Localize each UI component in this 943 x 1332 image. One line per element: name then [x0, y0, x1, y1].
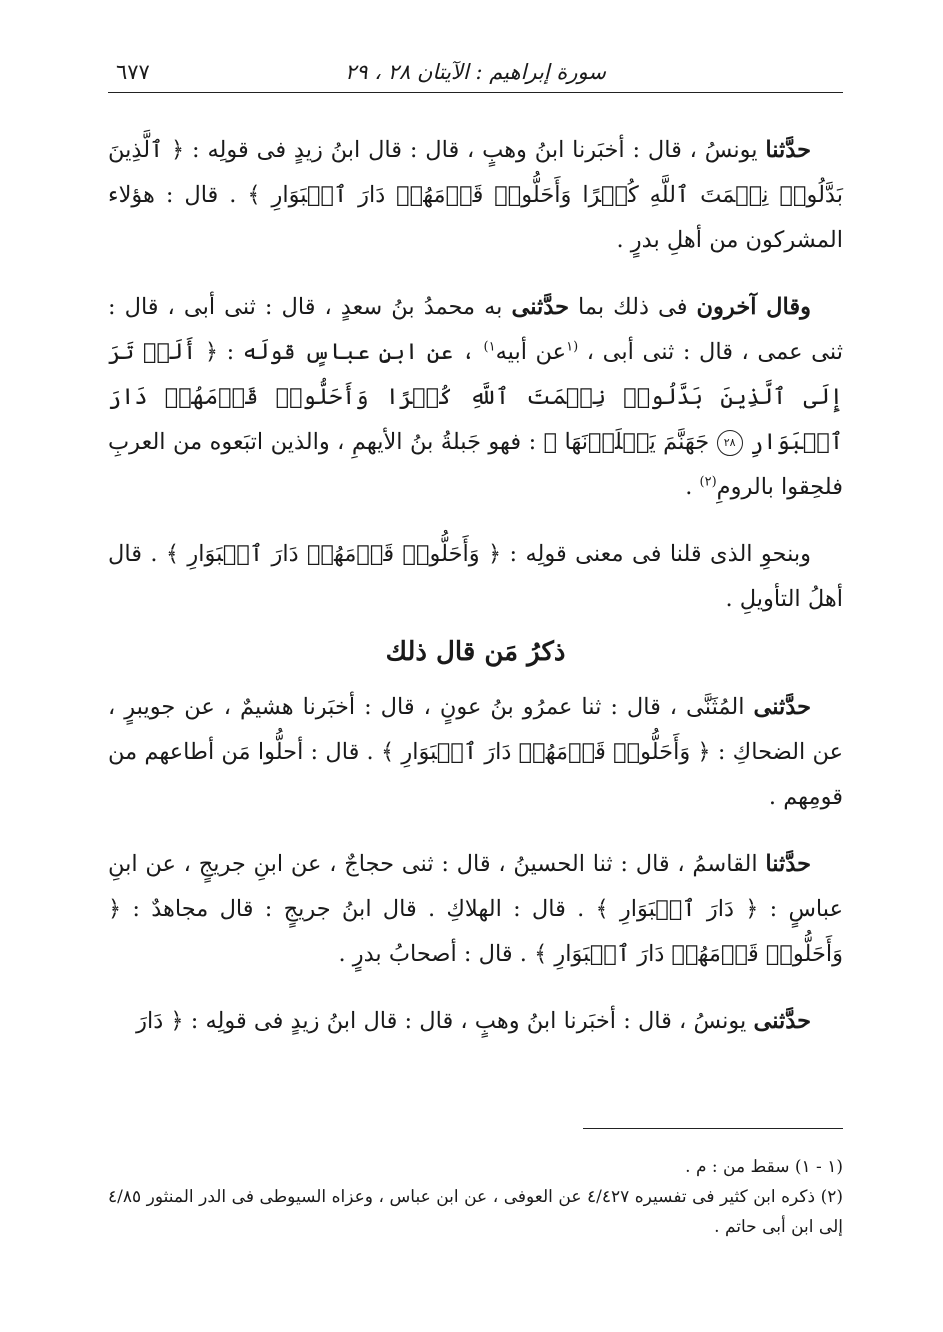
text-run: المُثَنَّى ، قال : ثنا عمرُو بنُ عونٍ ، قال : أخبَرنا هشيمٌ ، عن جويبرٍ ، عن الضحاكِ :: [108, 694, 843, 765]
text-run: .: [685, 474, 700, 500]
narration-keyword: حدَّثنى: [753, 694, 811, 720]
narration-keyword: حدَّثنا: [765, 137, 811, 163]
text-run: . قال : الهلاكِ . قال ابنُ جريجٍ : قال مجاهدٌ :: [121, 896, 596, 922]
footnote-marker: ١): [483, 339, 496, 355]
footnote-marker: (٢): [699, 474, 717, 490]
narration-keyword: حدَّثنا: [765, 851, 811, 877]
text-run: . قال : هؤلاء المشركون من أهلِ بدرٍ .: [108, 182, 843, 253]
section-heading: ذكرُ مَن قال ذلك: [385, 637, 566, 667]
running-header: [108, 52, 843, 93]
quran-quote: ﴿ دَارَ ٱلۡبَوَارِ ﴾: [595, 896, 759, 922]
narration-keyword: وقال آخرون: [696, 294, 811, 320]
paragraph-3: [108, 532, 843, 622]
main-text: [108, 128, 843, 1044]
quran-quote: ﴿ وَأَحَلُّوا۟ قَوۡمَهُمۡ دَارَ ٱلۡبَوَارِ ﴾: [380, 739, 711, 765]
page-number: ٦٧٧: [116, 60, 150, 84]
text-run: . قال : أصحابُ بدرٍ .: [338, 941, 535, 967]
quran-quote: ﴿ أَلَمۡ تَرَ إِلَى ٱلَّذِينَ بَدَّلُوا۟ نِعۡمَتَ ٱللَّهِ كُفۡرًا وَأَحَلُّوا۟ قَوۡمَهُمۡ دَارَ ٱلۡبَوَارِ: [108, 339, 844, 455]
narration-keyword: حدَّثنى: [511, 294, 569, 320]
text-run: به محمدُ بنُ سعدٍ ، قال : ثنى أبى ، قال : ثنى عمى ، قال : ثنى أبى ،: [108, 294, 843, 365]
quran-quote: ﴿ وَأَحَلُّوا۟ قَوۡمَهُمۡ دَارَ ٱلۡبَوَارِ ﴾: [165, 541, 502, 567]
text-run: عن أبيه: [495, 339, 567, 365]
text-run: . قال : أحلُّوا مَن أطاعهم من قومِهم .: [108, 739, 843, 810]
document-page: [108, 0, 843, 1332]
paragraph-1: [108, 128, 843, 263]
paragraph-4: [108, 685, 843, 820]
text-run: القاسمُ ، قال : ثنا الحسينُ ، قال : ثنى حجاجٌ ، عن ابنِ جريجٍ ، عن ابنِ عباسٍ :: [108, 851, 843, 922]
narration-keyword: حدَّثنى: [753, 1008, 811, 1034]
quran-quote: جَهَنَّمَ يَصۡلَوۡنَهَا ﴾: [543, 429, 710, 455]
text-run: . قال أهلُ التأويلِ .: [108, 541, 843, 612]
text-run: وبنحوِ الذى قلنا فى معنى قولِه :: [501, 541, 811, 567]
paragraph-5: [108, 842, 843, 977]
text-run: ، عن ابنِ عباسٍ قولَه :: [218, 339, 484, 365]
text-run: : فهو جَبلةُ بنُ الأيهمِ ، والذين اتبَعوه من العربِ فلحِقوا بالرومِ: [108, 429, 843, 500]
ayah-number-marker: ٢٨: [717, 430, 743, 456]
quran-quote: ﴿ وَأَحَلُّوا۟ قَوۡمَهُمۡ دَارَ ٱلۡبَوَارِ ﴾: [108, 896, 843, 967]
text-run: فى ذلك بما: [568, 294, 697, 320]
footnote-divider: [583, 1128, 843, 1129]
quran-quote: ﴿ دَارَ: [136, 1008, 184, 1034]
paragraph-2: [108, 285, 843, 510]
footnote-2: (٢) ذكره ابن كثير فى تفسيره ٤/٤٢٧ عن العوفى ، عن ابن عباس ، وعزاه السيوطى فى الدر المنثور ٤/٨٥ إلى ابن أبى حاتم .: [108, 1187, 843, 1237]
paragraph-6: [108, 999, 843, 1044]
text-run: يونسُ ، قال : أخبَرنا ابنُ وهبٍ ، قال : قال ابنُ زيدٍ فى قولِه :: [183, 1008, 754, 1034]
footnotes: [108, 1152, 843, 1242]
footnote-1: (١ - ١) سقط من : م .: [685, 1157, 843, 1177]
text-run: يونسُ ، قال : أخبَرنا ابنُ وهبٍ ، قال : قال ابنُ زيدٍ فى قولِه :: [184, 137, 766, 163]
footnote-marker: (١: [566, 339, 579, 355]
quran-quote: ﴿ ٱلَّذِينَ بَدَّلُوا۟ نِعۡمَتَ ٱللَّهِ كُفۡرًا وَأَحَلُّوا۟ قَوۡمَهُمۡ دَارَ ٱلۡبَوَارِ ﴾: [108, 137, 844, 208]
running-title: سورة إبراهيم : الآيتان ٢٨ ، ٢٩: [345, 60, 606, 84]
